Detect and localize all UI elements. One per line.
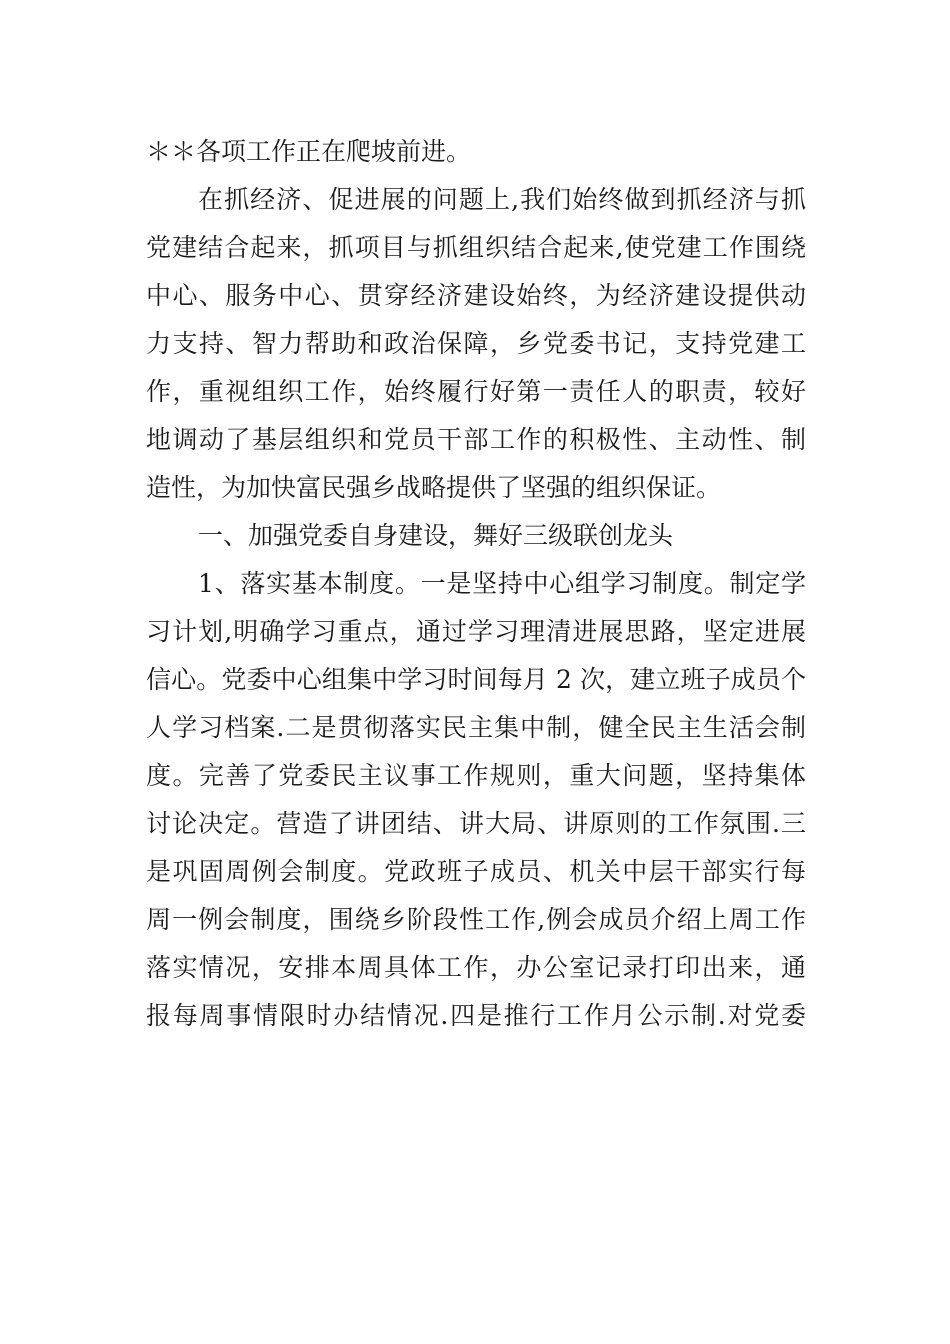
- paragraph-line: 中心、服务中心、贯穿经济建设始终，为经济建设提供动: [146, 281, 806, 310]
- paragraph-line: 度。完善了党委民主议事工作规则，重大问题，坚持集体: [146, 761, 806, 790]
- paragraph-line: 是巩固周例会制度。党政班子成员、机关中层干部实行每: [146, 857, 806, 886]
- document-body: [146, 128, 806, 1040]
- paragraph-line: 讨论决定。营造了讲团结、讲大局、讲原则的工作氛围.三: [146, 809, 806, 838]
- paragraph-line: 人学习档案.二是贯彻落实民主集中制，健全民主生活会制: [146, 713, 806, 742]
- paragraph-line: 1、落实基本制度。一是坚持中心组学习制度。制定学: [198, 569, 806, 598]
- paragraph-line: 造性，为加快富民强乡战略提供了坚强的组织保证。: [146, 473, 722, 502]
- paragraph-line: 在抓经济、促进展的问题上,我们始终做到抓经济与抓: [198, 185, 806, 214]
- paragraph-line: 党建结合起来，抓项目与抓组织结合起来,使党建工作围绕: [146, 233, 806, 262]
- paragraph-line: 作，重视组织工作，始终履行好第一责任人的职责，较好: [146, 377, 806, 406]
- paragraph-line: 力支持、智力帮助和政治保障，乡党委书记，支持党建工: [146, 329, 806, 358]
- paragraph-line: 地调动了基层组织和党员干部工作的积极性、主动性、制: [146, 425, 806, 454]
- paragraph-line: 习计划,明确学习重点，通过学习理清进展思路，坚定进展: [146, 617, 806, 646]
- section-heading: 一、加强党委自身建设，舞好三级联创龙头: [198, 521, 674, 550]
- paragraph-line: 信心。党委中心组集中学习时间每月 2 次，建立班子成员个: [146, 665, 806, 694]
- paragraph-line: 周一例会制度，围绕乡阶段性工作,例会成员介绍上周工作: [146, 905, 806, 934]
- paragraph-line: ＊＊各项工作正在爬坡前进。: [146, 137, 472, 166]
- paragraph-line: 报每周事情限时办结情况.四是推行工作月公示制.对党委: [146, 1001, 806, 1030]
- paragraph-line: 落实情况，安排本周具体工作，办公室记录打印出来，通: [146, 953, 806, 982]
